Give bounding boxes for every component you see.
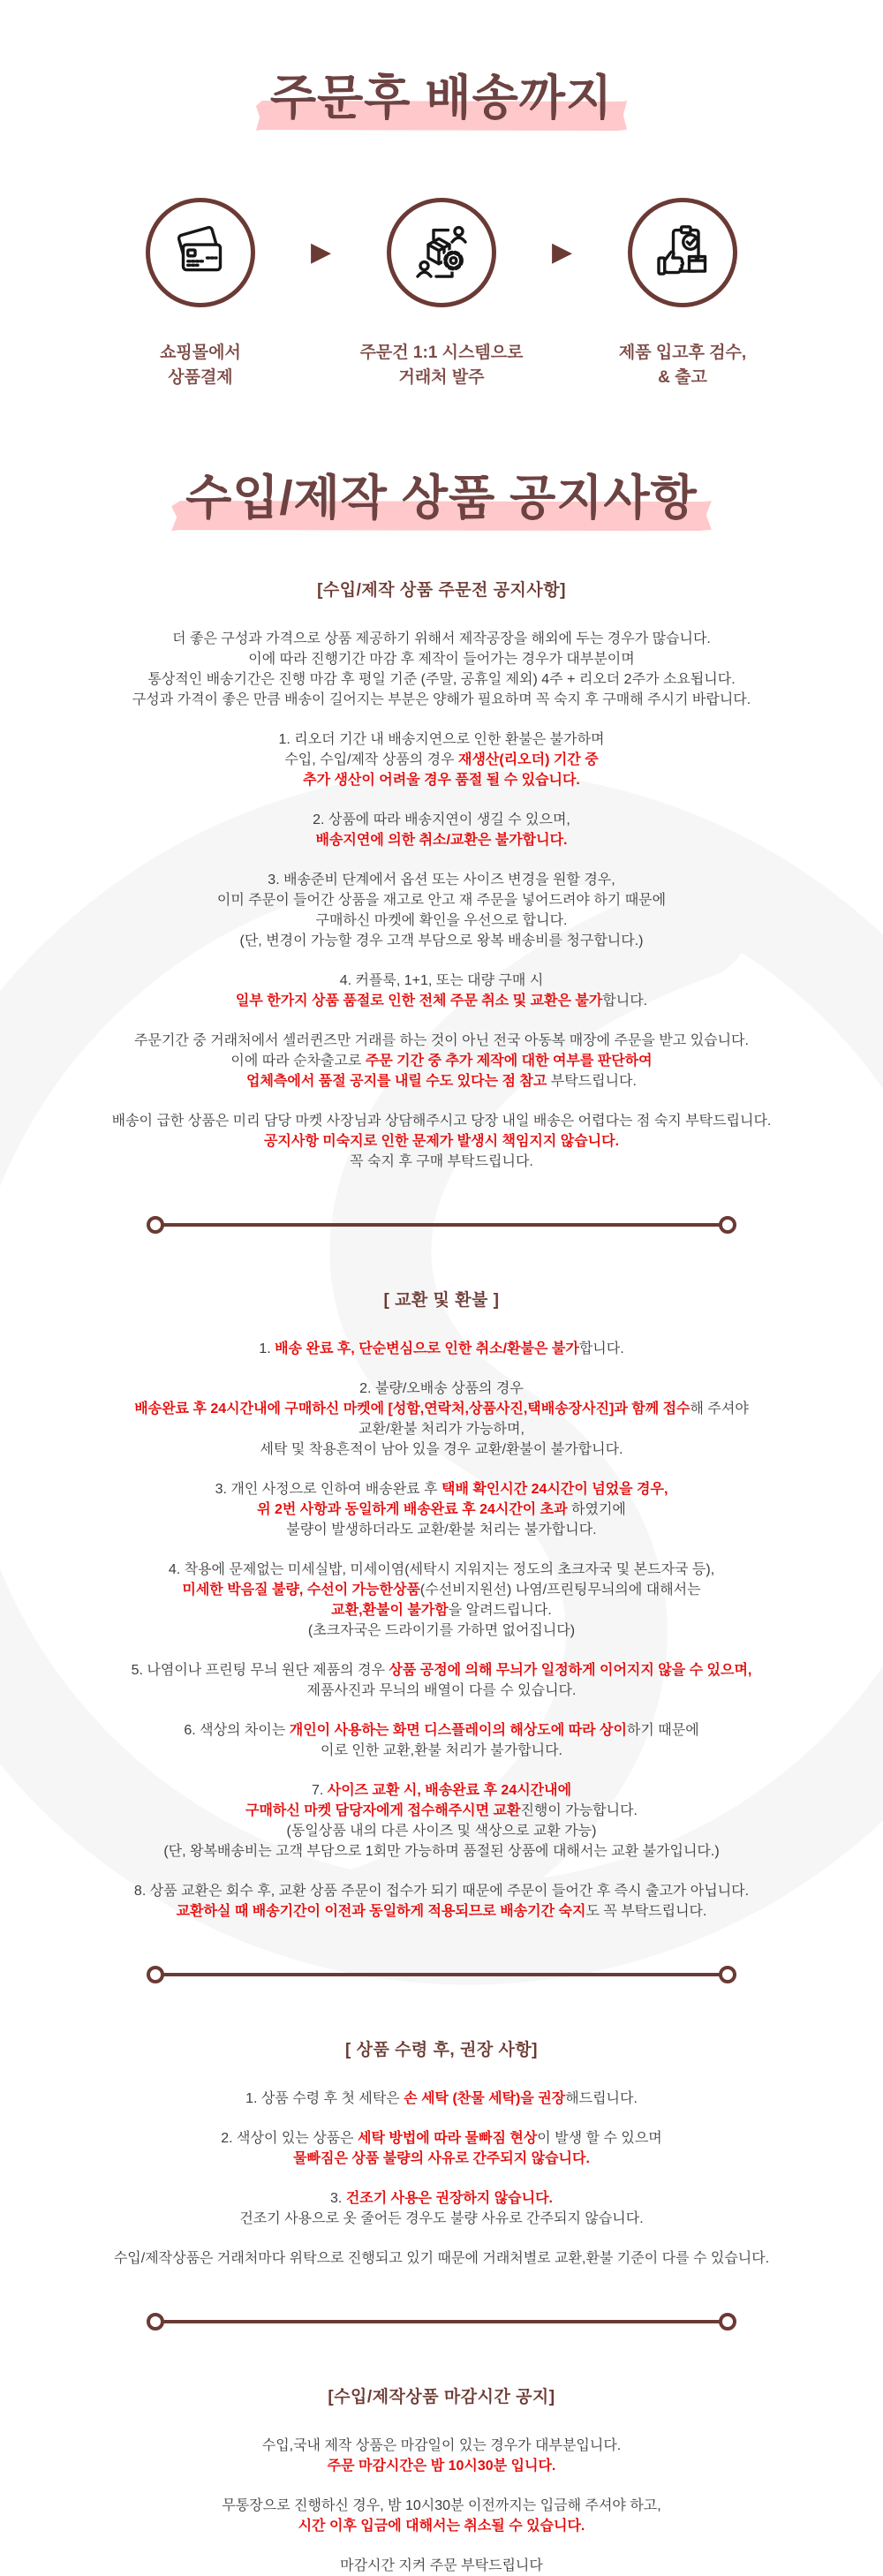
step-label-line: & 출고 (658, 367, 707, 387)
section-header: [ 교환 및 환불 ] (383, 1291, 500, 1311)
text-line (0, 931, 883, 951)
text-block (0, 2436, 883, 2476)
alert-text: 사이즈 교환 시, 배송완료 후 24시간내에 (327, 1783, 572, 1799)
text-line (0, 1479, 883, 1500)
text-block (0, 1339, 883, 1359)
body-text: 1. 리오더 기간 내 배송지연으로 인한 환불은 불가하며 (278, 732, 605, 748)
text-block (0, 1031, 883, 1092)
text-line (0, 1741, 883, 1761)
alert-text: 위 2번 사항과 동일하게 배송완료 후 24시간이 초과 (257, 1502, 568, 1518)
body-text: (단, 왕복배송비는 고객 부담으로 1회만 가능하며 품절된 상품에 대해서는 교환 불가입니다.) (163, 1844, 720, 1860)
body-text: 1. (259, 1341, 275, 1357)
text-line (0, 870, 883, 890)
body-text: 3. 개인 사정으로 인하여 배송완료 후 (215, 1482, 442, 1498)
notice-title (0, 472, 883, 525)
text-line (0, 2188, 883, 2209)
body-text: 4. 착용에 문제없는 미세실밥, 미세이염(세탁시 지워지는 정도의 초크자국 및 본드자국 등), (168, 1562, 715, 1578)
text-line (0, 2128, 883, 2149)
text-line (0, 971, 883, 991)
text-line (0, 2556, 883, 2576)
text-block (0, 1479, 883, 1540)
text-block (0, 2188, 883, 2229)
body-text: 불량이 발생하더라도 교환/환불 처리는 불가합니다. (286, 1522, 597, 1538)
alert-text: 일부 한가지 상품 품절로 인한 전체 주문 취소 및 교환은 불가 (235, 993, 603, 1009)
body-text: 1. 상품 수령 후 첫 세탁은 (245, 2091, 404, 2107)
body-text: 6. 색상의 차이는 (184, 1723, 290, 1739)
text-block (0, 2496, 883, 2536)
text-line (0, 1821, 883, 1841)
step-circle (387, 198, 496, 307)
text-block (0, 1660, 883, 1701)
body-text: 이에 따라 진행기간 마감 후 제작이 들어가는 경우가 대부분이며 (248, 652, 635, 668)
section-divider (147, 1966, 736, 1983)
text-line (0, 1720, 883, 1741)
alert-text: 공지사항 미숙지로 인한 문제가 발생시 책임지지 않습니다. (263, 1134, 620, 1150)
text-line (0, 1051, 883, 1071)
text-block (0, 971, 883, 1011)
text-line (0, 1131, 883, 1152)
alert-text: 교환,환불이 불가함 (331, 1603, 449, 1619)
page-title-text: 주문후 배송까지 (269, 72, 614, 125)
text-line (0, 1500, 883, 1520)
divider-end-circle (719, 1966, 736, 1983)
text-block (0, 2128, 883, 2169)
notice-title-text: 수입/제작 상품 공지사항 (185, 472, 698, 525)
flow-arrow-icon: ▶ (310, 238, 332, 267)
section-divider (147, 1216, 736, 1234)
text-line (0, 830, 883, 850)
text-line (0, 1031, 883, 1051)
text-line (0, 1660, 883, 1681)
text-line (0, 810, 883, 830)
text-line (0, 1560, 883, 1580)
text-line (0, 2436, 883, 2456)
body-text: 2. 불량/오배송 상품의 경우 (359, 1381, 524, 1397)
alert-text: 배송 완료 후, 단순변심으로 인한 취소/환불은 불가 (275, 1341, 579, 1357)
text-block (0, 1881, 883, 1922)
text-line (0, 2089, 883, 2109)
alert-text: 개인이 사용하는 화면 디스플레이의 해상도에 따라 상이 (289, 1723, 627, 1739)
text-line (0, 1399, 883, 1419)
body-text: 수입/제작상품은 거래처마다 위탁으로 진행되고 있기 때문에 거래처별로 교환,환불 기준이 다를 수 있습니다. (113, 2251, 770, 2267)
section-header: [수입/제작 상품 주문전 공지사항] (317, 581, 566, 601)
divider-end-circle (719, 2313, 736, 2330)
text-line (0, 629, 883, 649)
body-text: 하기 때문에 (626, 1723, 699, 1739)
body-text: 구매하신 마켓에 확인을 우선으로 합니다. (315, 913, 568, 929)
divider-end-circle (147, 1966, 164, 1983)
text-line (0, 1881, 883, 1901)
text-line (0, 750, 883, 770)
text-line (0, 669, 883, 690)
divider-line (163, 1223, 720, 1227)
alert-text: 시간 이후 입금에 대해서는 취소될 수 있습니다. (298, 2519, 585, 2534)
text-line (0, 770, 883, 790)
body-text: 합니다. (578, 1341, 624, 1357)
alert-text: 물빠짐은 상품 불량의 사유로 간주되지 않습니다. (293, 2151, 590, 2167)
text-block (0, 729, 883, 790)
text-line (0, 2149, 883, 2169)
text-block (0, 2248, 883, 2269)
body-text: 8. 상품 교환은 회수 후, 교환 상품 주문이 접수가 되기 때문에 주문이 들어간 후 즉시 출고가 아닙니다. (133, 1884, 750, 1900)
alert-text: 상품 공정에 의해 무늬가 일정하게 이어지지 않을 수 있으며, (389, 1663, 752, 1679)
text-line (0, 1580, 883, 1600)
alert-text: 추가 생산이 어려울 경우 품절 될 수 있습니다. (303, 773, 580, 789)
text-line (0, 1620, 883, 1641)
body-text: 2. 상품에 따라 배송지연이 생길 수 있으며, (313, 812, 570, 828)
section-body (0, 1339, 883, 1922)
step-label (160, 341, 241, 389)
section-body (0, 2089, 883, 2269)
alert-text: 세탁 방법에 따라 물빠짐 현상 (358, 2131, 538, 2147)
text-line (0, 1901, 883, 1922)
body-text: 4. 커플룩, 1+1, 또는 대량 구매 시 (339, 973, 544, 989)
body-text: 구성과 가격이 좋은 만큼 배송이 길어지는 부분은 양해가 필요하며 꼭 숙지 후 구매해 주시기 바랍니다. (132, 692, 751, 708)
text-block (0, 810, 883, 850)
text-block (0, 1111, 883, 1172)
section-care-recommendation (0, 2036, 883, 2269)
step-label-line: 주문건 1:1 시스템으로 (359, 344, 524, 362)
text-block (0, 1379, 883, 1460)
alert-text: 교환하실 때 배송기간이 이전과 동일하게 적용되므로 배송기간 숙지 (176, 1904, 586, 1920)
text-line (0, 1681, 883, 1701)
text-line (0, 1439, 883, 1460)
body-text: 해드립니다. (565, 2091, 638, 2107)
body-text: 꼭 숙지 후 구매 부탁드립니다. (350, 1154, 533, 1170)
text-line (0, 2209, 883, 2229)
alert-text: 배송지연에 의한 취소/교환은 불가합니다. (315, 833, 568, 849)
body-text: 제품사진과 무늬의 배열이 다를 수 있습니다. (306, 1683, 577, 1699)
body-text: 3. (330, 2191, 346, 2207)
divider-line (163, 1973, 720, 1976)
body-text: 교환/환불 처리가 가능하며, (358, 1422, 525, 1438)
body-text: 해 주셔야 (690, 1401, 749, 1417)
text-block (0, 1560, 883, 1641)
body-text: 합니다. (602, 993, 648, 1009)
alert-text: 구매하신 마켓 담당자에게 접수해주시면 교환 (245, 1803, 521, 1819)
text-block (0, 1780, 883, 1862)
step-label (360, 341, 524, 389)
section-body (0, 2436, 883, 2576)
divider-end-circle (147, 1216, 164, 1234)
alert-text: 업체측에서 품절 공지를 내릴 수도 있다는 점 참고 (246, 1074, 547, 1090)
body-text: (수선비지원선) 나염/프린팅무늬의에 대해서는 (419, 1583, 701, 1598)
step-circle (146, 198, 255, 307)
section-deadline-notice (0, 2383, 883, 2576)
alert-text: 미세한 박음질 불량, 수선이 가능한상품 (182, 1583, 420, 1598)
text-line (0, 1379, 883, 1399)
alert-text: 주문 기간 중 추가 제작에 대한 여부를 판단하여 (365, 1054, 653, 1069)
text-line (0, 1520, 883, 1540)
text-line (0, 1801, 883, 1821)
body-text: 수입,국내 제작 상품은 마감일이 있는 경우가 대부분입니다. (261, 2438, 622, 2454)
body-text: 이로 인한 교환,환불 처리가 불가합니다. (321, 1743, 562, 1759)
credit-card-icon (169, 221, 232, 284)
section-body (0, 629, 883, 1172)
body-text: 2. 색상이 있는 상품은 (221, 2131, 358, 2147)
text-line (0, 1841, 883, 1862)
text-line (0, 1600, 883, 1620)
alert-text: 배송완료 후 24시간내에 구매하신 마켓에 [성함,연락처,상품사진,택배송장사진]과 함께 접수 (134, 1401, 691, 1417)
text-line (0, 890, 883, 910)
body-text: 무통장으로 진행하신 경우, 밤 10시30분 이전까지는 입금해 주셔야 하고, (222, 2498, 661, 2514)
body-text: 부탁드립니다. (547, 1074, 637, 1090)
body-text: (초크자국은 드라이기를 가하면 없어집니다) (307, 1623, 576, 1639)
divider-line (163, 2320, 720, 2323)
body-text: 주문기간 중 거래처에서 셀러퀸즈만 거래를 하는 것이 아닌 전국 아동복 매장에 주문을 받고 있습니다. (134, 1033, 749, 1049)
divider-end-circle (147, 2313, 164, 2330)
text-block (0, 2556, 883, 2576)
text-line (0, 1152, 883, 1172)
text-line (0, 1111, 883, 1131)
body-text: 하였기에 (567, 1502, 626, 1518)
text-line (0, 1339, 883, 1359)
text-line (0, 1419, 883, 1439)
text-line (0, 2248, 883, 2269)
page-title (0, 72, 883, 125)
text-line (0, 690, 883, 710)
body-text: 을 알려드립니다. (448, 1603, 552, 1619)
alert-text: 재생산(리오더) 기간 중 (458, 752, 599, 768)
alert-text: 주문 마감시간은 밤 10시30분 입니다. (327, 2459, 556, 2474)
body-text: 7. (311, 1783, 328, 1799)
step-circle (628, 198, 737, 307)
body-text: (단, 변경이 가능할 경우 고객 부담으로 왕복 배송비를 청구합니다.) (239, 933, 644, 949)
body-text: 세탁 및 착용흔적이 남아 있을 경우 교환/환불이 불가합니다. (260, 1442, 623, 1458)
alert-text: 택배 확인시간 24시간이 넘었을 경우, (441, 1482, 668, 1498)
body-text: 배송이 급한 상품은 미리 담당 마켓 사장님과 상담해주시고 당장 내일 배송은 어렵다는 점 숙지 부탁드립니다. (111, 1114, 772, 1129)
step-label-line: 거래처 발주 (398, 367, 485, 387)
body-text: 건조기 사용으로 옷 줄어든 경우도 불량 사유로 간주되지 않습니다. (239, 2211, 644, 2227)
order-process-flow (106, 198, 777, 389)
step-label (619, 341, 746, 389)
text-line (0, 1071, 883, 1092)
flow-arrow-icon: ▶ (551, 238, 573, 267)
body-text: 수입, 수입/제작 상품의 경우 (284, 752, 459, 768)
body-text: 통상적인 배송기간은 진행 마감 후 평일 기준 (주말, 공휴일 제외) 4주 + 리오더 2주가 소요됩니다. (147, 672, 736, 688)
text-line (0, 729, 883, 750)
step-label-line: 상품결제 (168, 367, 233, 387)
text-line (0, 1780, 883, 1801)
body-text: (동일상품 내의 다른 사이즈 및 색상으로 교환 가능) (286, 1824, 597, 1839)
body-text: 이미 주문이 들어간 상품을 재고로 안고 재 주문을 넣어드려야 하기 때문에 (216, 893, 667, 909)
section-exchange-refund (0, 1287, 883, 1922)
text-line (0, 991, 883, 1011)
text-block (0, 2089, 883, 2109)
process-step-inspection (588, 198, 777, 389)
text-line (0, 2516, 883, 2536)
section-pre-order-notice (0, 577, 883, 1172)
text-line (0, 649, 883, 669)
section-header: [ 상품 수령 후, 권장 사항] (344, 2041, 538, 2060)
text-block (0, 1720, 883, 1761)
body-text: 3. 배송준비 단계에서 옵션 또는 사이즈 변경을 원할 경우, (268, 873, 615, 888)
body-text: 이에 따라 순차출고로 (230, 1054, 366, 1069)
alert-text: 건조기 사용은 권장하지 않습니다. (345, 2191, 553, 2207)
step-label-line: 쇼핑몰에서 (160, 344, 241, 362)
body-text: 더 좋은 구성과 가격으로 상품 제공하기 위해서 제작공장을 해외에 두는 경우가 많습니다. (172, 631, 711, 647)
step-label-line: 제품 입고후 검수, (618, 344, 747, 362)
body-text: 마감시간 지켜 주문 부탁드립니다 (340, 2558, 543, 2574)
process-step-order-system (347, 198, 536, 389)
section-divider (147, 2313, 736, 2330)
section-header: [수입/제작상품 마감시간 공지] (328, 2388, 555, 2407)
text-block (0, 629, 883, 710)
body-text: 도 꼭 부탁드립니다. (585, 1904, 707, 1920)
body-text: 이 발생 할 수 있으며 (537, 2131, 662, 2147)
text-line (0, 910, 883, 931)
body-text: 5. 나염이나 프린팅 무늬 원단 제품의 경우 (131, 1663, 389, 1679)
order-system-icon (410, 221, 473, 284)
divider-end-circle (719, 1216, 736, 1234)
text-block (0, 870, 883, 951)
process-step-payment (106, 198, 295, 389)
receiving-inspection-icon (651, 221, 714, 284)
text-line (0, 2496, 883, 2516)
body-text: 진행이 가능합니다. (520, 1803, 638, 1819)
alert-text: 손 세탁 (찬물 세탁)을 권장 (404, 2091, 566, 2107)
text-line (0, 2456, 883, 2476)
